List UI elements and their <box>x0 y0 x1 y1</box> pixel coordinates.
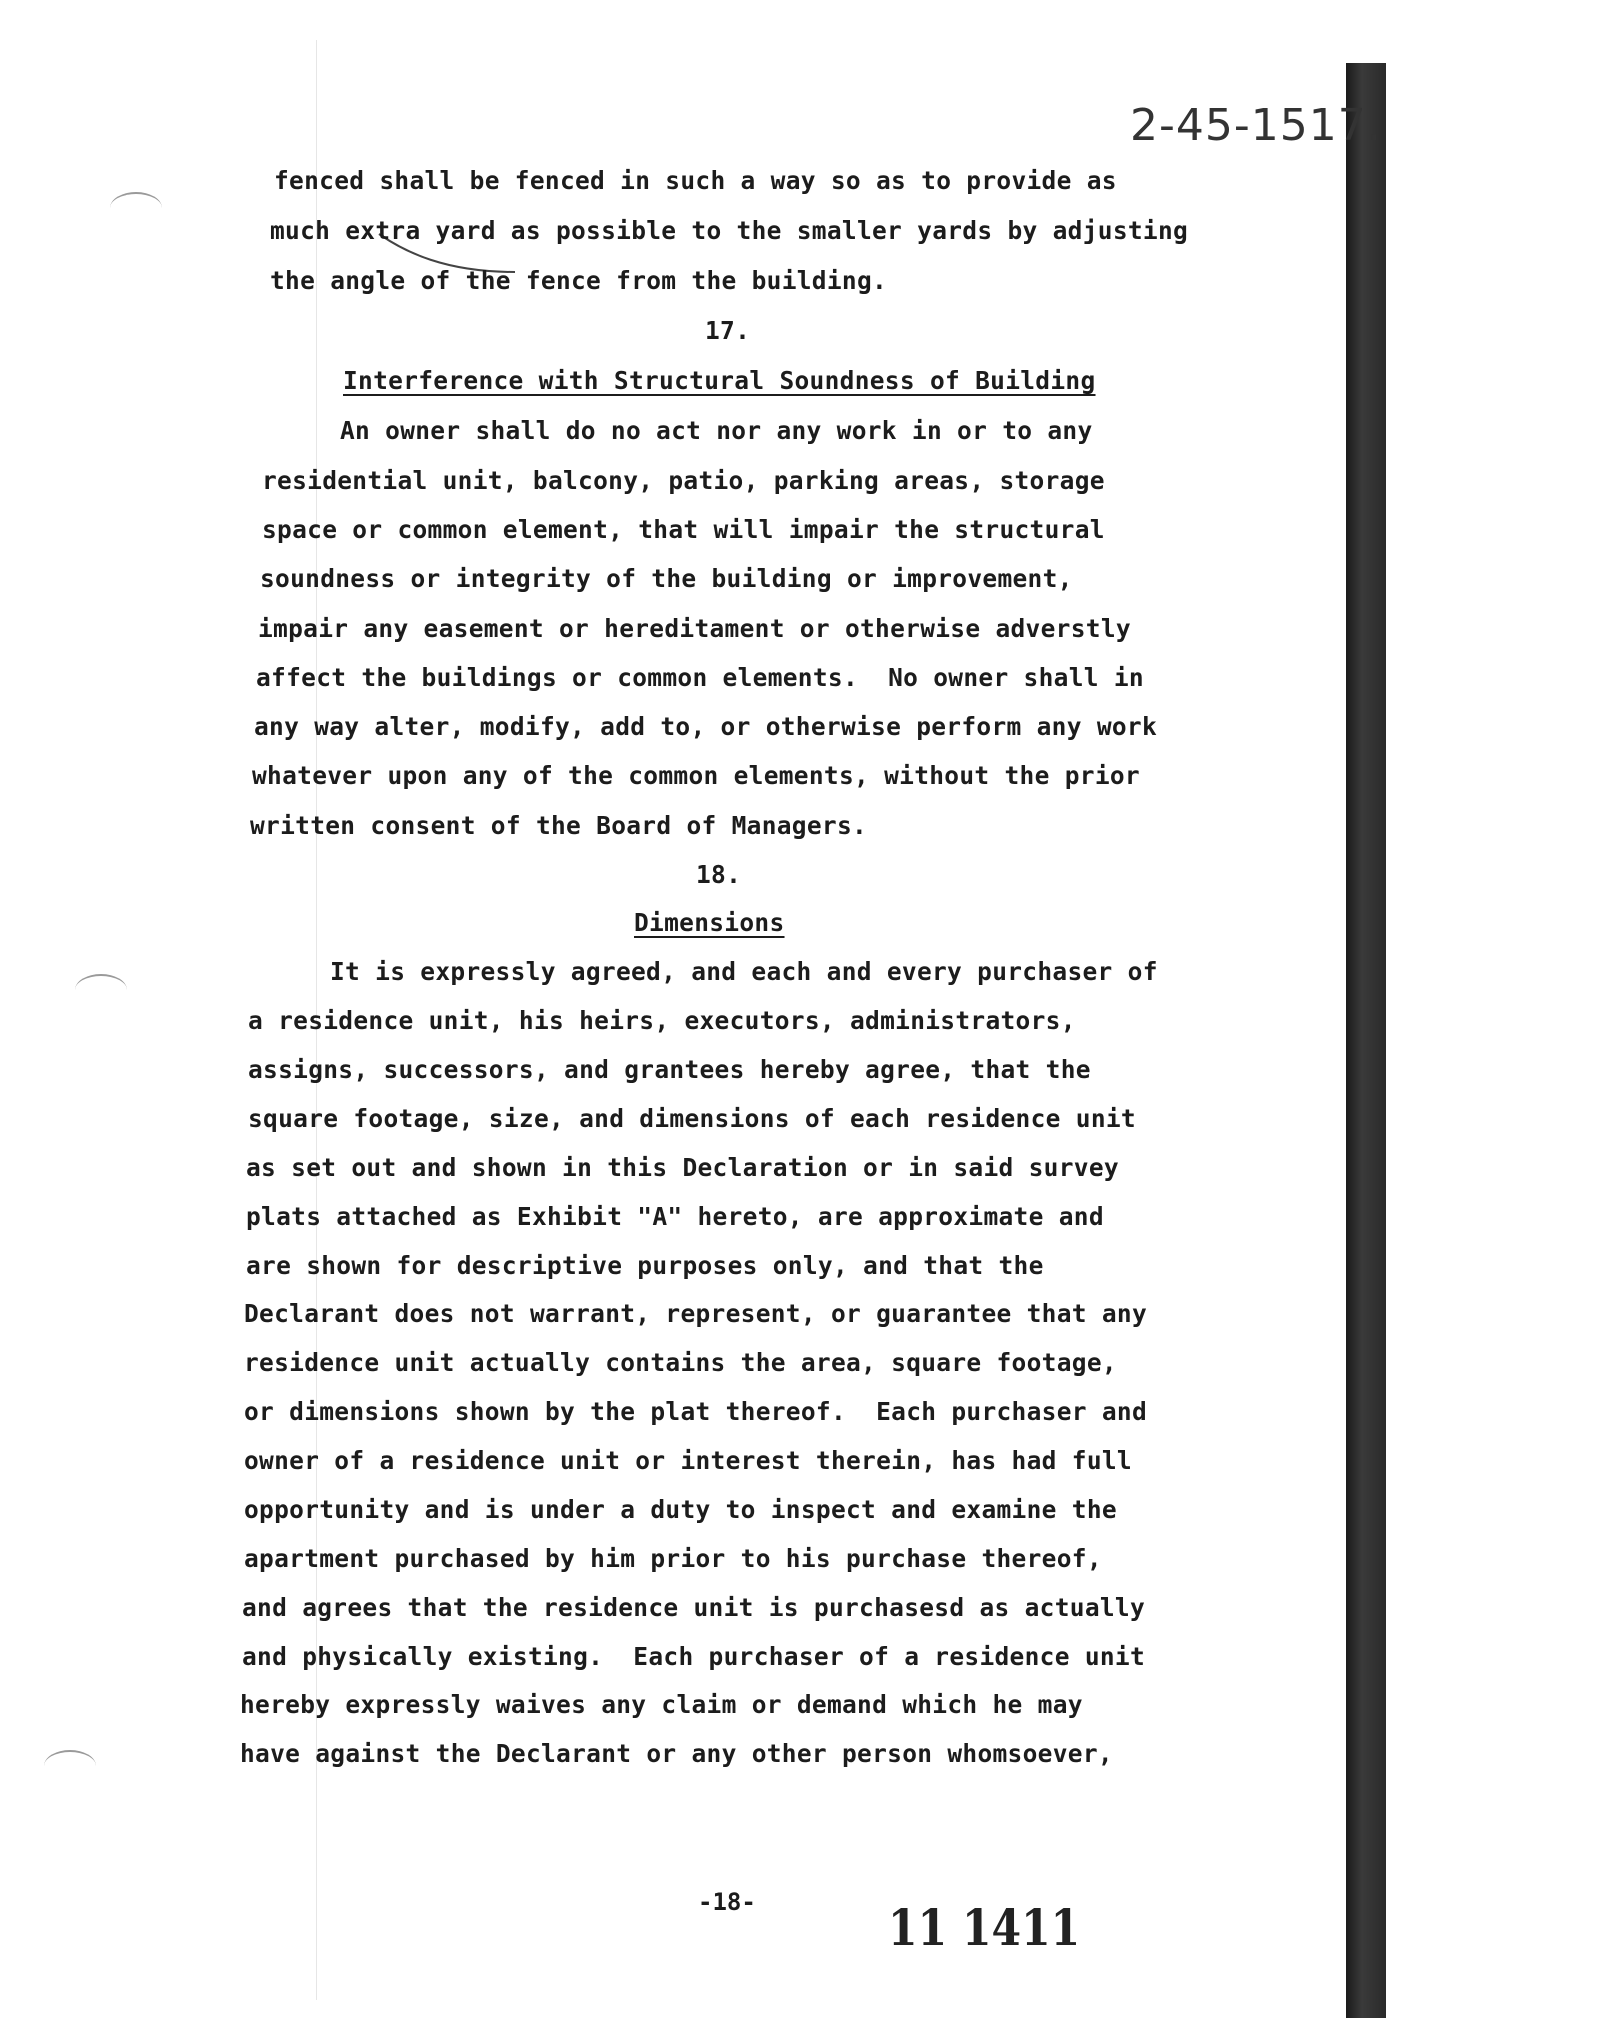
text-line: Declarant does not warrant, represent, or guarantee that any <box>244 1299 1148 1328</box>
scan-edge-shadow <box>1346 63 1386 2018</box>
page-number: -18- <box>698 1888 756 1916</box>
text-line: are shown for descriptive purposes only, and that the <box>246 1251 1044 1280</box>
file-number-stamp: 11 1411 <box>888 1898 1081 1957</box>
text-line: apartment purchased by him prior to his purchase thereof, <box>244 1544 1102 1573</box>
section-heading: Dimensions <box>634 908 785 937</box>
text-line: plats attached as Exhibit "A" hereto, are approximate and <box>246 1202 1104 1231</box>
text-line: residence unit actually contains the area, square footage, <box>244 1348 1117 1377</box>
punch-hole-mark <box>110 192 162 224</box>
text-line: hereby expressly waives any claim or demand which he may <box>240 1690 1083 1719</box>
text-line: the angle of the fence from the building. <box>270 266 888 295</box>
text-line: much extra yard as possible to the smaller yards by adjusting <box>270 216 1189 245</box>
section-number: 18. <box>696 860 742 889</box>
punch-hole-mark <box>75 974 127 1006</box>
text-line: and agrees that the residence unit is purchasesd as actually <box>242 1593 1146 1622</box>
text-line: assigns, successors, and grantees hereby agree, that the <box>248 1055 1091 1084</box>
text-line: and physically existing. Each purchaser of a residence unit <box>242 1642 1146 1671</box>
text-line: residential unit, balcony, patio, parking areas, storage <box>262 466 1105 495</box>
section-number: 17. <box>705 316 751 345</box>
text-line: space or common element, that will impair the structural <box>262 515 1105 544</box>
punch-hole-mark <box>44 1750 96 1782</box>
text-line: owner of a residence unit or interest therein, has had full <box>244 1446 1132 1475</box>
section-heading: Interference with Structural Soundness of Building <box>343 366 1096 395</box>
text-line: opportunity and is under a duty to inspect and examine the <box>244 1495 1117 1524</box>
text-line: affect the buildings or common elements. No owner shall in <box>256 663 1144 692</box>
text-line: square footage, size, and dimensions of each residence unit <box>248 1104 1136 1133</box>
text-line: whatever upon any of the common elements, without the prior <box>252 761 1140 790</box>
text-line: have against the Declarant or any other person whomsoever, <box>240 1739 1113 1768</box>
text-line: soundness or integrity of the building or improvement, <box>260 564 1073 593</box>
text-line: fenced shall be fenced in such a way so as to provide as <box>274 166 1117 195</box>
text-line: or dimensions shown by the plat thereof. Each purchaser and <box>244 1397 1148 1426</box>
handwritten-record-number: 2-45-1517. <box>1130 100 1382 151</box>
text-line: as set out and shown in this Declaration or in said survey <box>246 1153 1119 1182</box>
text-line: impair any easement or hereditament or otherwise adverstly <box>258 614 1131 643</box>
text-line: written consent of the Board of Managers. <box>250 811 868 840</box>
text-line: a residence unit, his heirs, executors, administrators, <box>248 1006 1076 1035</box>
text-line: An owner shall do no act nor any work in or to any <box>340 416 1093 445</box>
text-line: any way alter, modify, add to, or otherwise perform any work <box>254 712 1158 741</box>
text-line: It is expressly agreed, and each and every purchaser of <box>330 957 1158 986</box>
